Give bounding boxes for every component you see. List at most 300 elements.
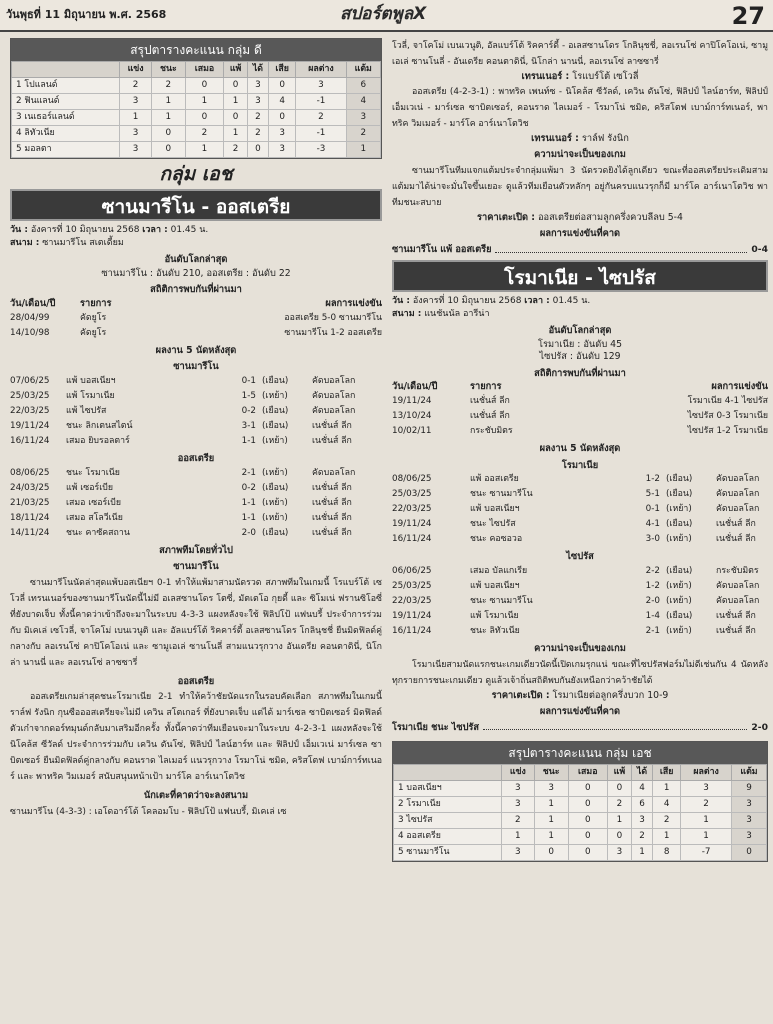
form-opponent: แพ้ บอสเนียฯ	[470, 580, 520, 591]
standings-col-header: ได้	[247, 62, 268, 78]
form-competition: กระชับมิตร	[716, 565, 759, 576]
form-competition: เนชั่นส์ ลีก	[312, 482, 352, 493]
form-competition: เนชั่นส์ ลีก	[312, 497, 352, 508]
form-opponent: ชนะ ลิกเตนสไตน์	[66, 420, 133, 431]
standings-col-header: แพ้	[224, 62, 248, 78]
table-row	[12, 110, 381, 126]
team-name: 3 เนเธอร์แลนด์	[12, 110, 120, 126]
date-label: วัน :	[392, 295, 410, 306]
form-row	[392, 488, 768, 501]
team-name: 3 ไซปรัส	[394, 813, 502, 829]
stat-cell: 0	[224, 110, 248, 126]
standings-header-row	[12, 62, 381, 78]
form-venue: (เหย้า)	[262, 512, 288, 523]
standings-col-header: แพ้	[607, 765, 631, 781]
stat-cell: 0	[152, 142, 186, 158]
form-competition: คัดบอลโลก	[312, 375, 356, 386]
stat-cell: 1	[534, 829, 568, 845]
form-venue: (เหย้า)	[262, 390, 288, 401]
price-label: ราคาเตะเปิด :	[491, 689, 550, 701]
price-line	[392, 212, 768, 224]
team-b-name: ไซปรัส	[566, 551, 594, 563]
stat-cell: 3	[346, 110, 380, 126]
form-row	[10, 527, 382, 540]
form-opponent: ชนะ ไซปรัส	[470, 519, 516, 530]
stat-cell: 3	[732, 813, 767, 829]
form-date: 08/06/25	[10, 467, 50, 478]
world-rank: ซานมารีโน : อันดับ 210, ออสเตรีย : อันดับ 22	[101, 267, 291, 279]
coach-label: เทรนเนอร์ :	[531, 132, 579, 144]
form-competition: คัดบอลโลก	[716, 504, 760, 515]
form-venue: (เยือน)	[262, 420, 289, 431]
standings-header-row	[394, 765, 767, 781]
form-score: 0-2	[241, 405, 256, 416]
stat-cell: 3	[732, 829, 767, 845]
form-row	[392, 625, 768, 638]
price: ออสเตรียต่อสามลูกครึ่งควบลีลบ 5-4	[537, 211, 683, 223]
form-competition: เนชั่นส์ ลีก	[312, 527, 352, 538]
form-date: 22/03/25	[392, 595, 432, 606]
lineup-a: ซานมารีโน (4-3-3) : เอโดอาร์โด้ โคลอมโบ - ฟิลิปโป้ แฟนบรี้, มิเคเล่ เซ	[10, 806, 287, 817]
form-opponent: แพ้ เซอร์เบีย	[66, 482, 113, 493]
stat-cell: 0	[568, 829, 607, 845]
match-banner: ซานมารีโน - ออสเตรีย	[10, 189, 382, 221]
standings-col-header: แต้ม	[346, 62, 380, 78]
form-venue: (เยือน)	[262, 405, 289, 416]
form-opponent: ชนะ ซานมารีโน	[470, 489, 533, 500]
team-name: 4 ลิทัวเนีย	[12, 126, 120, 142]
stat-cell: -3	[296, 142, 346, 158]
form-row	[10, 467, 382, 480]
match-date: อังคารที่ 10 มิถุนายน 2568	[30, 224, 140, 235]
stat-cell: 3	[534, 781, 568, 797]
page-number: 27	[731, 2, 765, 30]
page-header	[0, 0, 773, 32]
h2h-row	[10, 312, 382, 325]
stat-cell: 2	[247, 110, 268, 126]
h2h-row	[10, 327, 382, 340]
form-venue: (เหย้า)	[666, 580, 692, 591]
h2h-col-result: ผลการแข่งขัน	[325, 298, 382, 310]
form-date: 16/11/24	[392, 534, 432, 545]
stat-cell: 1	[607, 813, 631, 829]
form-score: 0-1	[645, 504, 660, 515]
form-venue: (เหย้า)	[666, 504, 692, 515]
stat-cell: 0	[185, 110, 224, 126]
form-venue: (เยือน)	[666, 474, 693, 485]
form-venue: (เหย้า)	[666, 625, 692, 636]
form-row	[392, 473, 768, 486]
time-label: เวลา :	[142, 224, 168, 235]
stat-cell: 2	[502, 813, 535, 829]
standings-title: สรุปตารางคะแนน กลุ่ม ดี	[11, 39, 381, 61]
stat-cell: 0	[568, 797, 607, 813]
standings-col-header: เสีย	[268, 62, 295, 78]
stat-cell: 0	[568, 813, 607, 829]
form-opponent: ชนะ ซานมารีโน	[470, 595, 533, 606]
right-column	[392, 38, 768, 866]
form-score: 2-2	[645, 565, 660, 576]
form-row	[392, 595, 768, 608]
h2h-result: ไซปรัส 1-2 โรมาเนีย	[687, 426, 768, 437]
standings-title: สรุปตารางคะแนน กลุ่ม เอช	[393, 742, 767, 764]
form-row	[392, 610, 768, 623]
stat-cell: 2	[296, 110, 346, 126]
form-score: 1-4	[645, 610, 660, 621]
team-name: 2 ฟินแลนด์	[12, 94, 120, 110]
stat-cell: 1	[631, 845, 652, 861]
stat-cell: 3	[247, 78, 268, 94]
team-name: 5 มอลตา	[12, 142, 120, 158]
form-date: 19/11/24	[10, 420, 50, 431]
form-opponent: ชนะ ลิทัวเนีย	[470, 625, 520, 636]
sub-heading-b: ออสเตรีย	[177, 675, 215, 687]
last5-heading: ผลงาน 5 นัดหลังสุด	[539, 443, 621, 455]
match-time: 01.45 น.	[170, 224, 209, 235]
stat-cell: 1	[152, 110, 186, 126]
stat-cell: 3	[607, 845, 631, 861]
prediction-text: ซานมารีโน แพ้ ออสเตรีย	[392, 244, 492, 256]
stat-cell: 3	[296, 78, 346, 94]
prediction-heading: ผลการแข่งขันที่คาด	[539, 706, 621, 718]
table-row	[394, 829, 767, 845]
h2h-date: 28/04/99	[10, 312, 50, 323]
stat-cell: 2	[185, 126, 224, 142]
coach-a: โรแบร์โต้ เซโวลี่	[572, 71, 639, 82]
match-venue: แนชันนัล อารีน่า	[424, 308, 490, 319]
form-date: 25/03/25	[10, 390, 50, 401]
form-opponent: แพ้ โรมาเนีย	[470, 610, 519, 621]
form-date: 08/06/25	[392, 474, 432, 485]
h2h-competition: กระชับมิตร	[470, 426, 513, 437]
form-row	[392, 518, 768, 531]
form-row	[10, 405, 382, 418]
standings-col-header: เสมอ	[185, 62, 224, 78]
match-date-line	[392, 296, 768, 307]
stat-cell: 3	[120, 94, 152, 110]
venue-label: สนาม :	[10, 238, 40, 248]
form-date: 16/11/24	[10, 435, 50, 446]
prediction	[392, 244, 768, 256]
form-opponent: แพ้ ออสเตรีย	[470, 474, 519, 485]
form-opponent: เสมอ สโลวีเนีย	[66, 512, 123, 523]
form-opponent: ชนะ โรมาเนีย	[66, 467, 120, 478]
form-competition: คัดบอลโลก	[312, 467, 356, 478]
h2h-result: ซานมารีโน 1-2 ออสเตรีย	[284, 327, 382, 338]
form-venue: (เหย้า)	[262, 497, 288, 508]
stat-cell: 3	[631, 813, 652, 829]
form-row	[392, 503, 768, 516]
form-row	[10, 512, 382, 525]
h2h-col-result: ผลการแข่งขัน	[711, 381, 768, 393]
price-label: ราคาเตะเปิด :	[477, 211, 535, 223]
form-score: 1-5	[241, 390, 256, 401]
form-date: 19/11/24	[392, 610, 432, 621]
stat-cell: 0	[247, 142, 268, 158]
standings-table-group-h	[392, 741, 768, 862]
h2h-competition: เนชั่นส์ ลีก	[470, 396, 510, 407]
stat-cell: 0	[607, 829, 631, 845]
brand-logo: สปอร์ตพูลX	[340, 4, 427, 24]
form-score: 3-1	[241, 420, 256, 431]
form-venue: (เหย้า)	[262, 467, 288, 478]
table-row	[12, 126, 381, 142]
h2h-date: 10/02/11	[392, 426, 432, 437]
stat-cell: 4	[268, 94, 295, 110]
prob-text: โรมาเนียสามนัดแรกชนะเกมเดียวนัดนี้เปิดเกมรุกแน่ ขณะที่ไซปรัสฟอร์มไม่ดีเช่นกัน 4 นัดหลังทุกรายการชนะเกมเดียว ดูแล้วเจ้าถิ่นสถิติพบกันยังเหนือกว่าคว้าชัยได้	[392, 659, 768, 686]
h2h-col-comp: รายการ	[470, 381, 502, 393]
last5-heading: ผลงาน 5 นัดหลังสุด	[155, 344, 237, 356]
form-opponent: แพ้ บอสเนียฯ	[66, 375, 116, 386]
form-opponent: เสมอ บัลแกเรีย	[470, 565, 528, 576]
form-score: 2-0	[241, 527, 256, 538]
world-rank-b: ไซปรัส : อันดับ 129	[539, 351, 621, 363]
h2h-row	[392, 395, 768, 408]
stat-cell: 4	[346, 94, 380, 110]
h2h-row	[392, 425, 768, 438]
group-title: กลุ่ม เอช	[159, 163, 233, 185]
form-opponent: เสมอ เซอร์เบีย	[66, 497, 121, 508]
prediction-score: 0-4	[751, 244, 768, 256]
h2h-row	[392, 410, 768, 423]
stat-cell: 1	[152, 94, 186, 110]
stat-cell: 1	[224, 94, 248, 110]
stat-cell: 0	[534, 845, 568, 861]
form-competition: คัดบอลโลก	[716, 595, 760, 606]
form-competition: คัดบอลโลก	[716, 489, 760, 500]
prediction-score: 2-0	[751, 721, 768, 733]
standings-col-header: แต้ม	[732, 765, 767, 781]
coach-b: ราล์ฟ รังนิก	[581, 132, 629, 144]
form-competition: เนชั่นส์ ลีก	[716, 625, 756, 636]
team-a-name: ซานมารีโน	[173, 361, 219, 373]
stat-cell: 9	[732, 781, 767, 797]
world-rank-a: โรมาเนีย : อันดับ 45	[537, 338, 623, 350]
form-score: 5-1	[645, 489, 660, 500]
h2h-col-date: วัน/เดือน/ปี	[10, 298, 56, 310]
venue-label: สนาม :	[392, 308, 422, 319]
world-rank-heading: อันดับโลกล่าสุด	[548, 325, 612, 337]
form-competition: คัดบอลโลก	[716, 474, 760, 485]
standings-col-header: ผลต่าง	[296, 62, 346, 78]
stat-cell: -1	[296, 126, 346, 142]
table-row	[394, 845, 767, 861]
form-row	[10, 375, 382, 388]
team-name: 1 บอสเนียฯ	[394, 781, 502, 797]
form-venue: (เยือน)	[666, 610, 693, 621]
table-row	[12, 142, 381, 158]
match-venue-line	[392, 309, 768, 320]
team-a-name: โรมาเนีย	[561, 459, 599, 471]
stat-cell: 1	[120, 110, 152, 126]
stat-cell: 0	[152, 126, 186, 142]
h2h-date: 19/11/24	[392, 396, 432, 407]
prob-heading: ความน่าจะเป็นของเกม	[534, 149, 626, 161]
match-banner: โรมาเนีย - ไซปรัส	[392, 260, 768, 292]
form-date: 06/06/25	[392, 565, 432, 576]
stat-cell: 0	[185, 78, 224, 94]
prob-text: ซานมารีโนทีมแจกแต้มประจำกลุ่มแพ้มา 3 นัดรวดยิงได้ลูกเดียว ขณะที่ออสเตรียประเดิมสามแต้มมาได้น่าจะมั่นใจขึ้นเยอะ ดูแล้วทีมเยือนตัวหลักๆ อยู่กันครบแนวรุกก็มี มาร์โค อาร์เนาโตวิช พาทีมชนะสบาย	[392, 165, 768, 208]
coach-a-line	[392, 71, 768, 83]
stat-cell: 1	[534, 797, 568, 813]
form-competition: คัดบอลโลก	[312, 390, 356, 401]
form-competition: เนชั่นส์ ลีก	[716, 610, 756, 621]
form-venue: (เยือน)	[262, 375, 289, 386]
stat-cell: 3	[120, 142, 152, 158]
h2h-competition: คัดยูโร	[80, 327, 107, 338]
form-score: 1-2	[645, 474, 660, 485]
standings-col-header: แข่ง	[120, 62, 152, 78]
issue-date: วันพุธที่ 11 มิถุนายน พ.ศ. 2568	[6, 8, 167, 21]
stat-cell: 3	[120, 126, 152, 142]
stat-cell: 3	[732, 797, 767, 813]
stat-cell: 1	[185, 142, 224, 158]
form-competition: เนชั่นส์ ลีก	[312, 512, 352, 523]
form-row	[10, 435, 382, 448]
stat-cell: 2	[120, 78, 152, 94]
left-column	[10, 38, 382, 820]
stat-cell: 3	[502, 781, 535, 797]
stat-cell: 0	[268, 110, 295, 126]
team-name: 2 โรมาเนีย	[394, 797, 502, 813]
form-score: 4-1	[645, 519, 660, 530]
lineup-a-cont: โวลี่, จาโคโม่ เบนเวนูติ, อัลแบร์โต้ ริคคาร์ดี้ - อเลสซานโดร โกลินุชชี่, ลอเรนโซ่ คาปิโคโอเน่, ซามูเอเล่ ซานโนลี่ - อันเดรีย คอนตาดินี่, นิโกล่า นานนี่, ลอเรนโซ่ ลาซซารี่	[392, 41, 768, 67]
stat-cell: 6	[631, 797, 652, 813]
standings-col-header: ชนะ	[534, 765, 568, 781]
form-row	[392, 533, 768, 546]
form-score: 1-1	[241, 435, 256, 446]
h2h-result: โรมาเนีย 4-1 ไซปรัส	[687, 396, 768, 407]
prob-heading: ความน่าจะเป็นของเกม	[534, 642, 626, 654]
prediction	[392, 722, 768, 734]
stat-cell: 4	[653, 797, 681, 813]
stat-cell: 1	[653, 829, 681, 845]
form-date: 18/11/24	[10, 512, 50, 523]
standings-col-header: ผลต่าง	[681, 765, 732, 781]
stat-cell: 0	[568, 781, 607, 797]
stat-cell: 2	[631, 829, 652, 845]
form-competition: คัดบอลโลก	[312, 405, 356, 416]
stat-cell: -7	[681, 845, 732, 861]
form-opponent: ชนะ คาซัคสถาน	[66, 527, 130, 538]
stat-cell: 3	[268, 142, 295, 158]
team-name: 1 โปแลนด์	[12, 78, 120, 94]
stat-cell: 3	[681, 781, 732, 797]
team-name: 5 ซานมารีโน	[394, 845, 502, 861]
form-opponent: แพ้ ไซปรัส	[66, 405, 107, 416]
price: โรมาเนียต่อลูกครึ่งบวก 10-9	[552, 689, 669, 701]
h2h-header	[392, 381, 768, 393]
h2h-col-comp: รายการ	[80, 298, 112, 310]
stat-cell: 1	[653, 781, 681, 797]
standings-table-group-d	[10, 38, 382, 159]
form-competition: เนชั่นส์ ลีก	[312, 435, 352, 446]
standings-col-header: เสีย	[653, 765, 681, 781]
form-venue: (เยือน)	[666, 519, 693, 530]
stat-cell: 0	[732, 845, 767, 861]
prediction-text: โรมาเนีย ชนะ ไซปรัส	[392, 721, 479, 733]
stat-cell: 2	[346, 126, 380, 142]
h2h-competition: เนชั่นส์ ลีก	[470, 411, 510, 422]
stat-cell: 6	[346, 78, 380, 94]
form-venue: (เหย้า)	[262, 435, 288, 446]
h2h-header	[10, 298, 382, 310]
form-venue: (เยือน)	[666, 565, 693, 576]
stat-cell: 1	[534, 813, 568, 829]
standings-col-header: ชนะ	[152, 62, 186, 78]
form-venue: (เยือน)	[262, 527, 289, 538]
match-date-line	[10, 225, 382, 236]
stat-cell: 3	[502, 797, 535, 813]
form-score: 3-0	[645, 534, 660, 545]
form-row	[10, 390, 382, 403]
stat-cell: 1	[224, 126, 248, 142]
stat-cell: 3	[268, 126, 295, 142]
form-score: 1-1	[241, 497, 256, 508]
form-competition: เนชั่นส์ ลีก	[716, 519, 756, 530]
stat-cell: 0	[607, 781, 631, 797]
stat-cell: 2	[653, 813, 681, 829]
stat-cell: 1	[185, 94, 224, 110]
prediction-heading: ผลการแข่งขันที่คาด	[539, 228, 621, 240]
form-date: 16/11/24	[392, 625, 432, 636]
price-line	[392, 690, 768, 702]
table-row	[394, 781, 767, 797]
stat-cell: 1	[681, 829, 732, 845]
sub-heading-a: ซานมารีโน	[173, 561, 219, 573]
stat-cell: 2	[247, 126, 268, 142]
h2h-competition: คัดยูโร	[80, 312, 107, 323]
form-score: 1-2	[645, 580, 660, 591]
form-date: 25/03/25	[392, 489, 432, 500]
standings-col-header: ได้	[631, 765, 652, 781]
match-date: อังคารที่ 10 มิถุนายน 2568	[412, 295, 522, 306]
form-opponent: แพ้ โรมาเนีย	[66, 390, 115, 401]
form-venue: (เยือน)	[666, 489, 693, 500]
form-score: 0-2	[241, 482, 256, 493]
table-row	[394, 813, 767, 829]
team-b-name: ออสเตรีย	[177, 452, 215, 464]
h2h-heading: สถิติการพบกันที่ผ่านมา	[150, 284, 242, 296]
h2h-result: ออสเตรีย 5-0 ซานมารีโน	[284, 312, 382, 323]
form-row	[10, 420, 382, 433]
h2h-heading: สถิติการพบกันที่ผ่านมา	[534, 367, 626, 379]
h2h-date: 14/10/98	[10, 327, 50, 338]
coach-label: เทรนเนอร์ :	[521, 71, 570, 82]
form-date: 22/03/25	[392, 504, 432, 515]
form-opponent: แพ้ บอสเนียฯ	[470, 504, 520, 515]
coach-b-line	[392, 133, 768, 145]
stat-cell: 0	[224, 78, 248, 94]
form-venue: (เหย้า)	[666, 534, 692, 545]
team-name: 4 ออสเตรีย	[394, 829, 502, 845]
form-date: 21/03/25	[10, 497, 50, 508]
h2h-col-date: วัน/เดือน/ปี	[392, 381, 438, 393]
stat-cell: 3	[502, 845, 535, 861]
table-row	[12, 78, 381, 94]
form-date: 19/11/24	[392, 519, 432, 530]
form-date: 25/03/25	[392, 580, 432, 591]
table-row	[12, 94, 381, 110]
h2h-result: ไซปรัส 0-3 โรมาเนีย	[687, 411, 768, 422]
standings-col-header: แข่ง	[502, 765, 535, 781]
standings-col-header: เสมอ	[568, 765, 607, 781]
form-venue: (เยือน)	[262, 482, 289, 493]
stat-cell: 1	[681, 813, 732, 829]
table-row	[394, 797, 767, 813]
form-score: 2-1	[645, 625, 660, 636]
form-venue: (เหย้า)	[666, 595, 692, 606]
